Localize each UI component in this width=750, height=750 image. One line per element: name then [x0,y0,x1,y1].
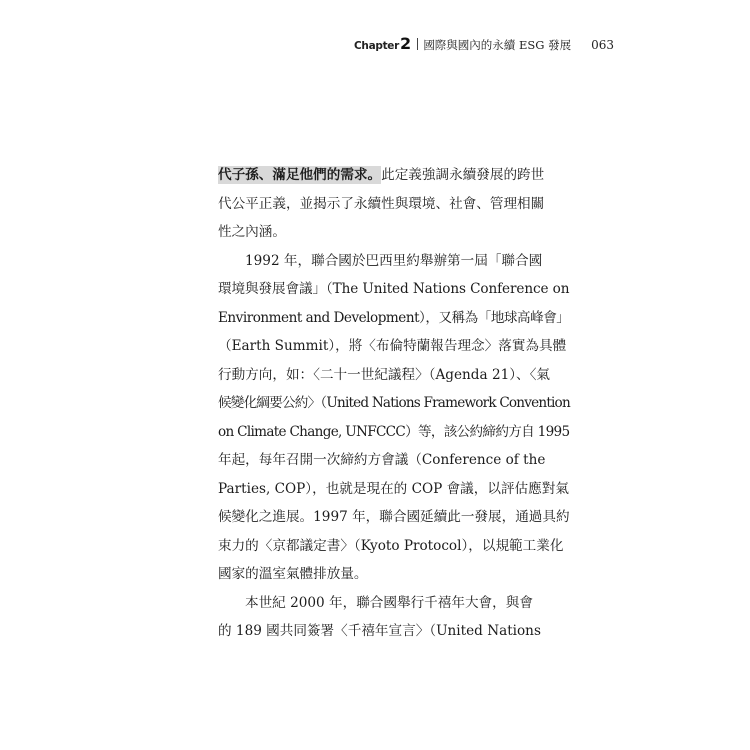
paragraph-start-line: 本世紀 2000 年，聯合國舉行千禧年大會，與會 [245,594,533,611]
text-line: Environment and Development），又稱為「地球高峰會」 [218,309,570,326]
text-line: 候變化之進展。1997 年，聯合國延續此一發展，通過具約 [218,509,570,525]
chapter-title: 國際與國內的永續 ESG 發展 [423,38,572,52]
text-line: 的 189 國共同簽署〈千禧年宣言〉（United Nations [218,623,541,639]
text-line: 性之內涵。 [218,224,286,240]
text-line: 候變化綱要公約〉（United Nations Framework Convention [218,395,570,411]
chapter-number: 2 [400,34,412,53]
text-line-content: 此定義強調永續發展的跨世 [381,167,545,183]
chapter-label: Chapter [354,40,400,52]
text-line: Parties, COP），也就是現在的 COP 會議，以評估應對氣 [218,480,569,497]
running-header [354,34,614,54]
text-line: 年起，每年召開一次締約方會議（Conference of the [218,452,546,468]
text-line: on Climate Change, UNFCCC）等，該公約締約方自 1995 [218,423,570,440]
text-line: 行動方向，如：〈二十一世紀議程〉（Agenda 21）、〈氣 [218,366,551,383]
page-number: 063 [591,38,614,52]
body-text [218,161,570,646]
paragraph-start-line: 1992 年，聯合國於巴西里約舉辦第一屆「聯合國 [245,252,543,269]
text-line: 代公平正義，並揭示了永續性與環境、社會、管理相關 [218,195,545,212]
text-line: 國家的溫室氣體排放量。 [218,566,368,582]
text-line: （Earth Summit），將〈布倫特蘭報告理念〉落實為具體 [218,338,567,354]
highlighted-text: 代子孫、滿足他們的需求。 [218,167,382,183]
text-line: 環境與發展會議」（The United Nations Conference on [218,281,570,297]
text-line [218,161,570,190]
text-line: 束力的〈京都議定書〉（Kyoto Protocol），以規範工業化 [218,537,564,554]
